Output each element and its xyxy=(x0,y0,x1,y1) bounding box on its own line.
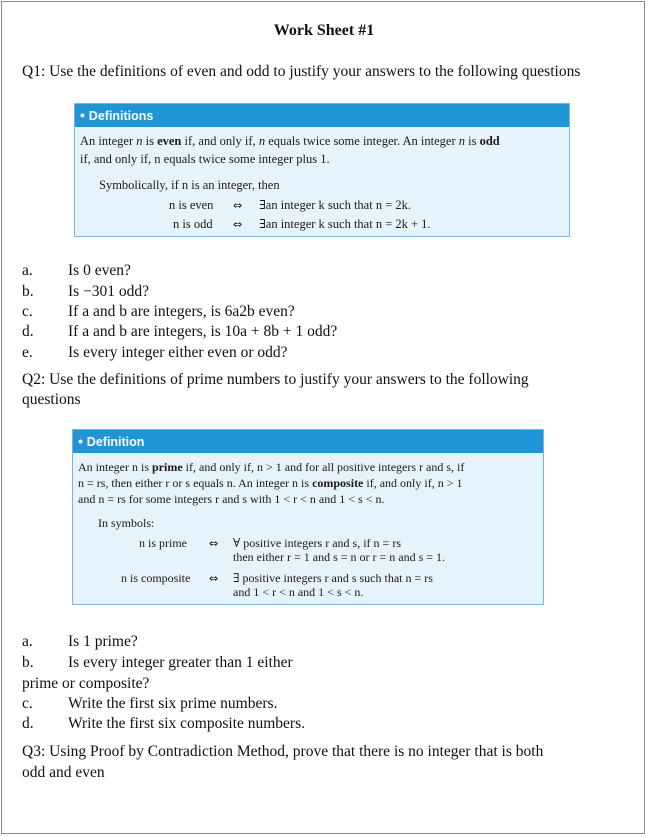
q2-prompt-line-2: questions xyxy=(22,391,81,408)
iff-arrow-icon: ⇔ xyxy=(233,199,243,212)
q2-prompt-line-1: Q2: Use the definitions of prime numbers to justify your answers to the following xyxy=(22,371,529,388)
composite-row-right-2: and 1 < r < n and 1 < s < n. xyxy=(233,585,364,599)
even-row-right: ∃an integer k such that n = 2k. xyxy=(259,198,411,212)
prime-row-right-1: ∀ positive integers r and s, if n = rs xyxy=(233,536,401,550)
worksheet-title: Work Sheet #1 xyxy=(273,22,375,39)
even-row-left: n is even xyxy=(169,198,214,212)
definition-body xyxy=(75,127,569,236)
q3-prompt-line-2: odd and even xyxy=(22,764,105,781)
prime-definition-box xyxy=(72,429,544,605)
definition-header: • Definition xyxy=(73,430,543,453)
prime-def-line-3: and n = rs for some integers r and s with 1 < r < n and 1 < s < n. xyxy=(78,492,385,506)
prime-row-left: n is prime xyxy=(139,536,187,550)
prime-def-line-2: n = rs, then either r or s equals n. An integer n is composite if, and only if, n > 1 xyxy=(78,476,463,490)
definition-body xyxy=(73,453,543,604)
composite-row-right-1: ∃ positive integers r and s such that n = rs xyxy=(233,571,433,585)
definition-line-2: if, and only if, n equals twice some integer plus 1. xyxy=(80,152,330,166)
iff-arrow-icon: ⇔ xyxy=(209,537,219,550)
prime-row-right-2: then either r = 1 and s = n or r = n and s = 1. xyxy=(233,550,446,564)
odd-row-left: n is odd xyxy=(173,217,213,231)
q3-prompt-line-1: Q3: Using Proof by Contradiction Method, prove that there is no integer that is both xyxy=(22,743,544,760)
odd-row-right: ∃an integer k such that n = 2k + 1. xyxy=(259,217,431,231)
definition-line-1: An integer n is even if, and only if, n equals twice some integer. An integer n is odd xyxy=(80,134,500,148)
definition-header-label: Definition xyxy=(86,435,145,449)
iff-arrow-icon: ⇔ xyxy=(209,572,219,585)
even-odd-definition-box xyxy=(74,103,570,237)
iff-arrow-icon: ⇔ xyxy=(233,218,243,231)
definition-header: • Definitions xyxy=(75,104,569,127)
q1-prompt: Q1: Use the definitions of even and odd to justify your answers to the following questions xyxy=(22,63,581,80)
in-symbols-line: In symbols: xyxy=(98,516,155,530)
composite-row-left: n is composite xyxy=(121,571,191,585)
definition-header-label: Definitions xyxy=(88,109,154,123)
prime-def-line-1: An integer n is prime if, and only if, n > 1 and for all positive integers r and s, if xyxy=(78,460,465,474)
symbolically-line: Symbolically, if n is an integer, then xyxy=(99,178,280,192)
